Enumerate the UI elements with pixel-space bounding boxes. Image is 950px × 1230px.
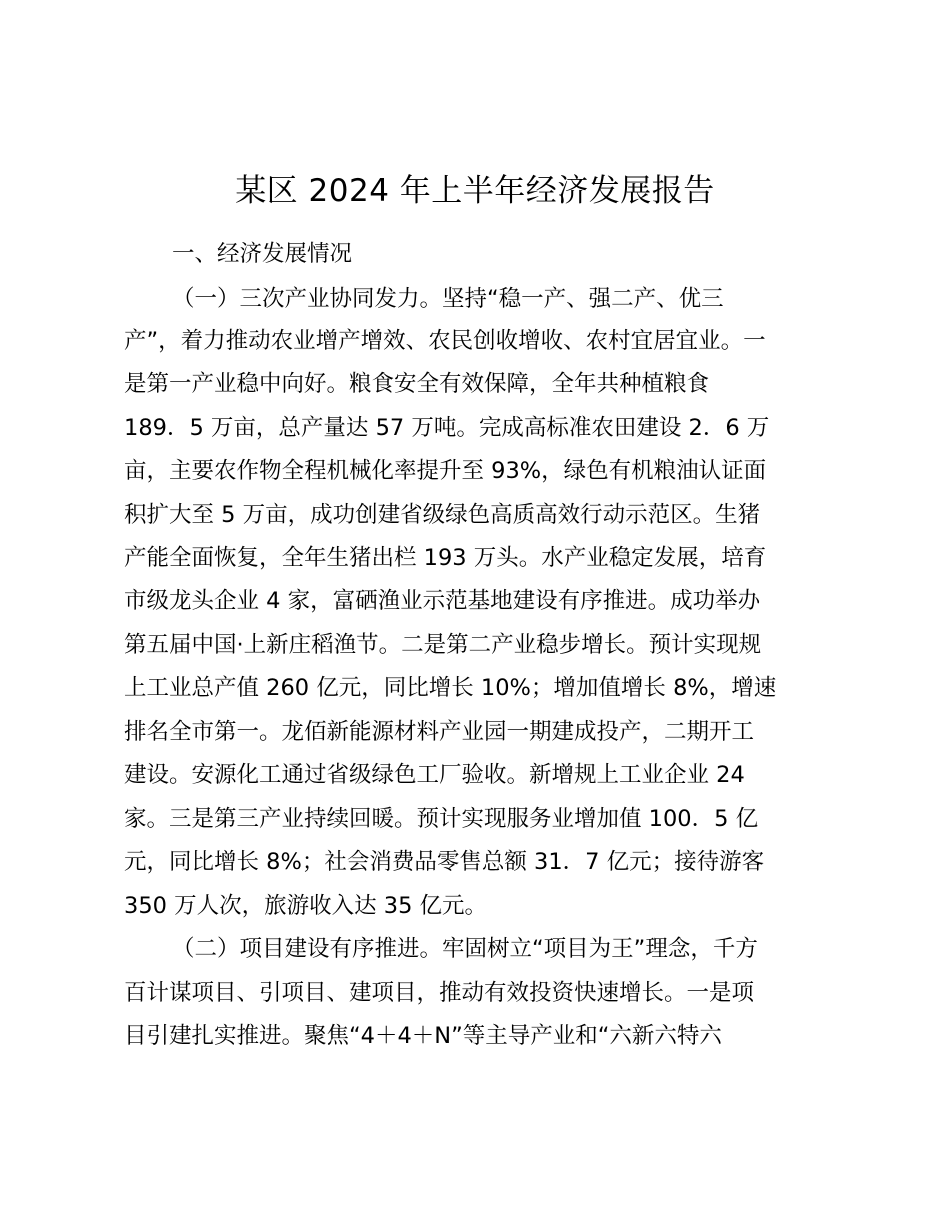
section-heading: 一、经济发展情况 — [172, 241, 353, 267]
paragraph-line: 百计谋项目、引项目、建项目，推动有效投资快速增长。一是项 — [124, 980, 755, 1006]
paragraph-line: 第五届中国·上新庄稻渔节。二是第二产业稳步增长。预计实现规 — [124, 632, 762, 658]
paragraph-line: 189．5 万亩，总产量达 57 万吨。完成高标准农田建设 2．6 万 — [124, 415, 770, 441]
paragraph-line: 目引建扎实推进。聚焦“4＋4＋N”等主导产业和“六新六特六 — [124, 1023, 722, 1049]
paragraph-line: 排名全市第一。龙佰新能源材料产业园一期建成投产，二期开工 — [124, 719, 755, 745]
paragraph-line: 建设。安源化工通过省级绿色工厂验收。新增规上工业企业 24 — [124, 762, 745, 788]
paragraph-line: 产”，着力推动农业增产增效、农民创收增收、农村宜居宜业。一 — [124, 328, 766, 354]
paragraph-line: （一）三次产业协同发力。坚持“稳一产、强二产、优三 — [172, 286, 724, 312]
paragraph-line: 元，同比增长 8%；社会消费品零售总额 31．7 亿元；接待游客 — [124, 849, 765, 875]
paragraph-line: （二）项目建设有序推进。牢固树立“项目为王”理念，千方 — [172, 936, 758, 962]
document-title: 某区 2024 年上半年经济发展报告 — [235, 173, 715, 209]
paragraph-line: 家。三是第三产业持续回暖。预计实现服务业增加值 100．5 亿 — [124, 806, 759, 832]
paragraph-line: 上工业总产值 260 亿元，同比增长 10%；增加值增长 8%，增速 — [124, 675, 777, 701]
paragraph-line: 积扩大至 5 万亩，成功创建省级绿色高质高效行动示范区。生猪 — [124, 502, 761, 528]
paragraph-line: 产能全面恢复，全年生猪出栏 193 万头。水产业稳定发展，培育 — [124, 545, 767, 571]
paragraph-line: 是第一产业稳中向好。粮食安全有效保障，全年共种植粮食 — [124, 371, 710, 397]
paragraph-line: 亩，主要农作物全程机械化率提升至 93%，绿色有机粮油认证面 — [124, 458, 767, 484]
paragraph-line: 市级龙头企业 4 家，富硒渔业示范基地建设有序推进。成功举办 — [124, 588, 761, 614]
paragraph-line: 350 万人次，旅游收入达 35 亿元。 — [124, 893, 488, 919]
